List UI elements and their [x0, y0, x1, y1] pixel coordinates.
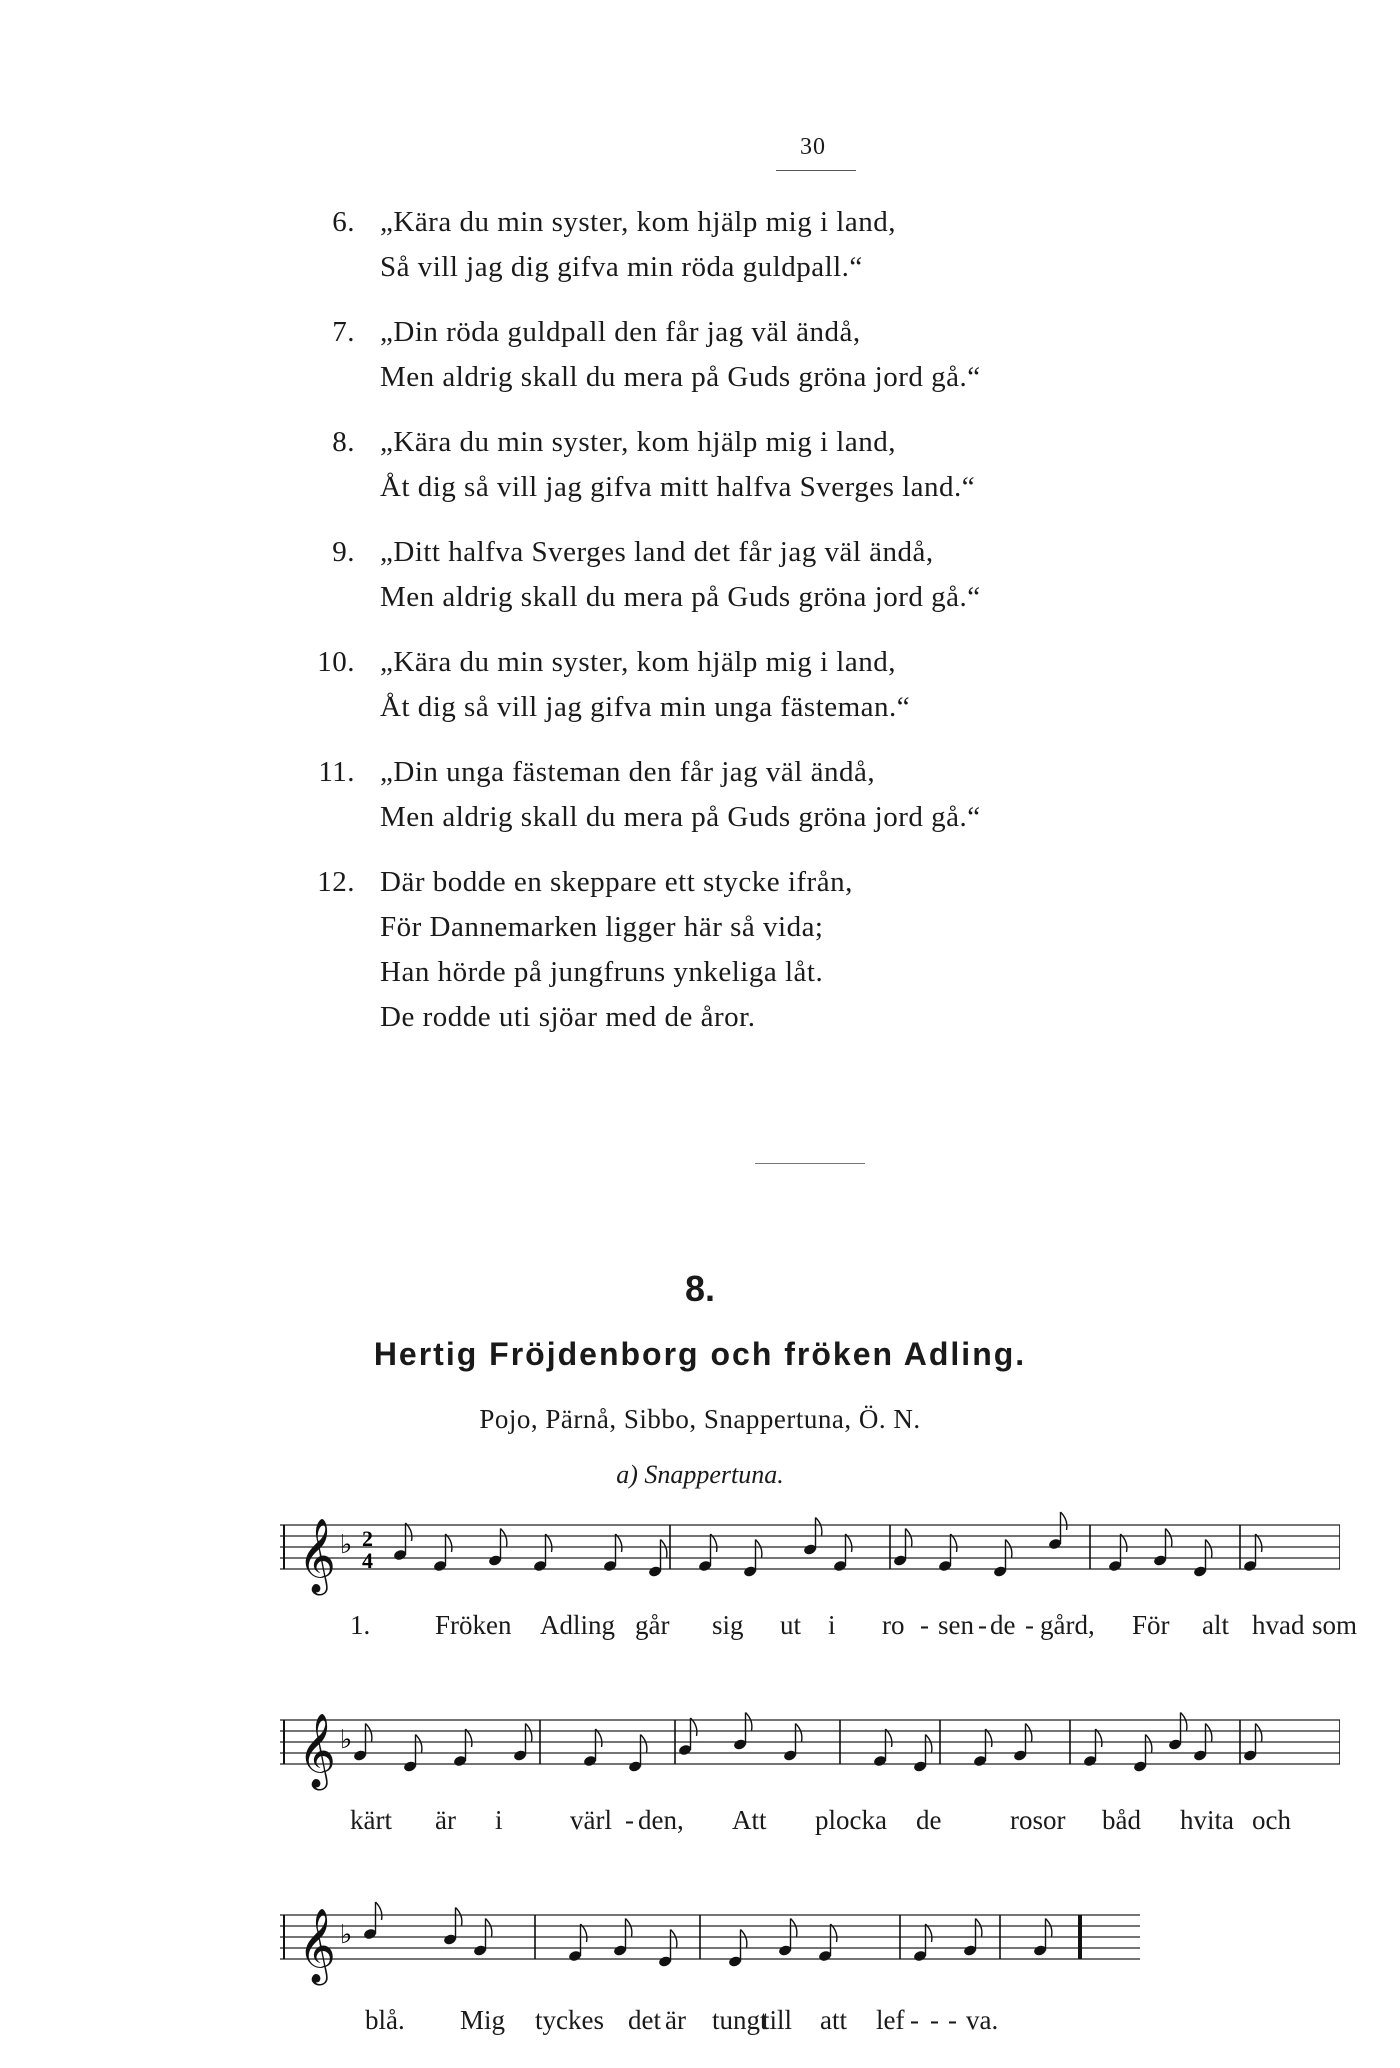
stanza-number: 11.	[318, 756, 355, 788]
note-flag	[741, 1930, 747, 1948]
stanza-line: „Ditt halfva Sverges land det får jag väl ändå,	[380, 536, 934, 568]
lyric-syllable: blå.	[365, 2005, 405, 2035]
note-flag	[746, 1713, 752, 1731]
lyric-syllable: 1.	[350, 1610, 371, 1640]
note-flag	[1256, 1724, 1262, 1742]
song-places: Pojo, Pärnå, Sibbo, Snappertuna, Ö. N.	[479, 1404, 921, 1434]
music-staff	[280, 1895, 1140, 1995]
stanza-line: Åt dig så vill jag gifva mitt halfva Sverges land.“	[380, 471, 976, 503]
note-flag	[1166, 1529, 1172, 1547]
note-flag	[906, 1529, 912, 1547]
note-flag	[1046, 1919, 1052, 1937]
lyric-syllable: de	[916, 1805, 942, 1835]
treble-clef-icon: 𝄞	[298, 1714, 336, 1788]
lyric-syllable: värl	[570, 1805, 612, 1835]
page-number: 30	[800, 134, 826, 160]
stanza-line: Han hörde på jungfruns ynkeliga låt.	[380, 956, 824, 988]
note-flag	[376, 1902, 382, 1920]
lyric-syllable: och	[1252, 1805, 1291, 1835]
lyric-syllable: -	[625, 1805, 634, 1835]
lyric-syllable: -	[1025, 1610, 1034, 1640]
stanza-number: 8.	[332, 426, 355, 458]
lyric-syllable: som	[1312, 1610, 1358, 1640]
stanza-line: „Kära du min syster, kom hjälp mig i land,	[380, 426, 896, 458]
lyric-syllable: lef	[876, 2005, 905, 2035]
lyric-syllable: Mig	[460, 2005, 506, 2035]
lyric-syllable: till	[762, 2005, 793, 2035]
lyric-syllable: sen	[938, 1610, 974, 1640]
music-staff	[280, 1700, 1340, 1800]
note-flag	[756, 1540, 762, 1558]
stanza-line: Men aldrig skall du mera på Guds gröna jord gå.“	[380, 581, 981, 613]
treble-clef-icon: 𝄞	[298, 1909, 336, 1983]
stanza-line: „Din röda guldpall den får jag väl ändå,	[380, 316, 861, 348]
note-flag	[846, 1534, 852, 1552]
song-number: 8.	[684, 1268, 716, 1309]
time-signature-digit: 2	[362, 1526, 373, 1551]
lyric-syllable: Att	[732, 1805, 767, 1835]
stanza-line: De rodde uti sjöar med de åror.	[380, 1001, 756, 1033]
music-staff	[280, 1505, 1340, 1605]
stanza-line: Där bodde en skeppare ett stycke ifrån,	[380, 866, 853, 898]
note-flag	[1006, 1540, 1012, 1558]
lyric-syllable: är	[665, 2005, 686, 2035]
lyric-syllable: att	[820, 2005, 847, 2035]
note-flag	[1206, 1724, 1212, 1742]
lyric-syllable: -	[948, 2005, 957, 2035]
note-flag	[626, 1919, 632, 1937]
lyric-syllable: gård,	[1040, 1610, 1095, 1640]
note-flag	[926, 1924, 932, 1942]
stanza-line: „Kära du min syster, kom hjälp mig i land,	[380, 646, 896, 678]
lyric-syllable: hvita	[1180, 1805, 1234, 1835]
lyric-syllable: i	[828, 1610, 836, 1640]
time-signature-digit: 4	[362, 1548, 373, 1573]
note-flag	[581, 1924, 587, 1942]
note-flag	[661, 1540, 667, 1558]
note-flag	[976, 1919, 982, 1937]
note-flag	[501, 1529, 507, 1547]
note-flag	[1206, 1540, 1212, 1558]
stanza-line: För Dannemarken ligger här så vida;	[380, 911, 824, 943]
lyric-syllable: -	[978, 1610, 987, 1640]
note-flag	[1026, 1724, 1032, 1742]
note-flag	[926, 1735, 932, 1753]
lyric-syllable: -	[930, 2005, 939, 2035]
stanza-number: 9.	[332, 536, 355, 568]
flat-icon: ♭	[340, 1530, 353, 1560]
lyric-syllable: ro	[882, 1610, 905, 1640]
note-flag	[1181, 1713, 1187, 1731]
note-flag	[831, 1924, 837, 1942]
lyric-syllable: -	[920, 1610, 929, 1640]
stanza	[318, 750, 981, 840]
lyric-syllable: i	[495, 1805, 503, 1835]
note-flag	[446, 1534, 452, 1552]
note-flag	[816, 1518, 822, 1536]
lyric-syllable: alt	[1202, 1610, 1229, 1640]
lyric-syllable: va.	[966, 2005, 999, 2035]
stanza-line: Men aldrig skall du mera på Guds gröna jord gå.“	[380, 801, 981, 833]
note-flag	[466, 1729, 472, 1747]
lyric-syllable: Fröken	[435, 1610, 512, 1640]
stanza-line: Så vill jag dig gifva min röda guldpall.“	[380, 251, 863, 283]
stanza-number: 7.	[332, 316, 355, 348]
note-flag	[796, 1724, 802, 1742]
note-flag	[1146, 1735, 1152, 1753]
note-flag	[886, 1729, 892, 1747]
stanza	[332, 420, 976, 510]
note-flag	[1256, 1534, 1262, 1552]
note-flag	[616, 1534, 622, 1552]
note-flag	[691, 1718, 697, 1736]
note-flag	[456, 1908, 462, 1926]
note-flag	[951, 1534, 957, 1552]
section-divider	[755, 1163, 865, 1164]
note-flag	[711, 1534, 717, 1552]
treble-clef-icon: 𝄞	[298, 1519, 336, 1593]
stanza-number: 10.	[317, 646, 355, 678]
lyric-syllable: går	[635, 1610, 670, 1640]
stanza-line: „Din unga fästeman den får jag väl ändå,	[380, 756, 876, 788]
note-flag	[366, 1724, 372, 1742]
note-flag	[416, 1735, 422, 1753]
lyric-syllable: är	[435, 1805, 456, 1835]
lyric-syllable: den,	[638, 1805, 684, 1835]
lyric-syllable: ut	[780, 1610, 802, 1640]
note-flag	[486, 1919, 492, 1937]
lyric-syllable: båd	[1102, 1805, 1141, 1835]
note-flag	[641, 1735, 647, 1753]
lyric-syllable: tungt	[712, 2005, 768, 2035]
note-flag	[671, 1930, 677, 1948]
stanza	[317, 640, 911, 730]
lyric-syllable: rosor	[1010, 1805, 1066, 1835]
note-flag	[406, 1523, 412, 1541]
lyric-syllable: tyckes	[535, 2005, 604, 2035]
lyric-syllable: det	[628, 2005, 661, 2035]
lyric-syllable: -	[910, 2005, 919, 2035]
stanza	[332, 200, 896, 290]
page-number-rule	[776, 170, 856, 171]
flat-icon: ♭	[340, 1920, 353, 1950]
stanza	[317, 860, 853, 1040]
lyric-syllable: de	[990, 1610, 1016, 1640]
lyric-syllable: hvad	[1252, 1610, 1305, 1640]
stanza-number: 12.	[317, 866, 355, 898]
lyric-syllable: kärt	[350, 1805, 392, 1835]
lyric-syllable: plocka	[815, 1805, 887, 1835]
lyric-syllable: Adling	[540, 1610, 616, 1640]
song-title: Hertig Fröjdenborg och fröken Adling.	[373, 1336, 1027, 1372]
lyric-syllable: För	[1132, 1610, 1170, 1640]
note-flag	[986, 1729, 992, 1747]
stanza-line: Men aldrig skall du mera på Guds gröna jord gå.“	[380, 361, 981, 393]
note-flag	[596, 1729, 602, 1747]
note-flag	[526, 1724, 532, 1742]
note-flag	[1061, 1512, 1067, 1530]
note-flag	[1096, 1729, 1102, 1747]
lyric-syllable: sig	[712, 1610, 744, 1640]
stanza-number: 6.	[332, 206, 355, 238]
note-flag	[1121, 1534, 1127, 1552]
song-variant: a) Snappertuna.	[616, 1460, 784, 1489]
stanza-line: „Kära du min syster, kom hjälp mig i land,	[380, 206, 896, 238]
stanza	[332, 310, 981, 400]
note-flag	[546, 1534, 552, 1552]
stanza	[332, 530, 981, 620]
stanza-line: Åt dig så vill jag gifva min unga fästeman.“	[380, 691, 911, 723]
note-flag	[791, 1919, 797, 1937]
flat-icon: ♭	[340, 1725, 353, 1755]
